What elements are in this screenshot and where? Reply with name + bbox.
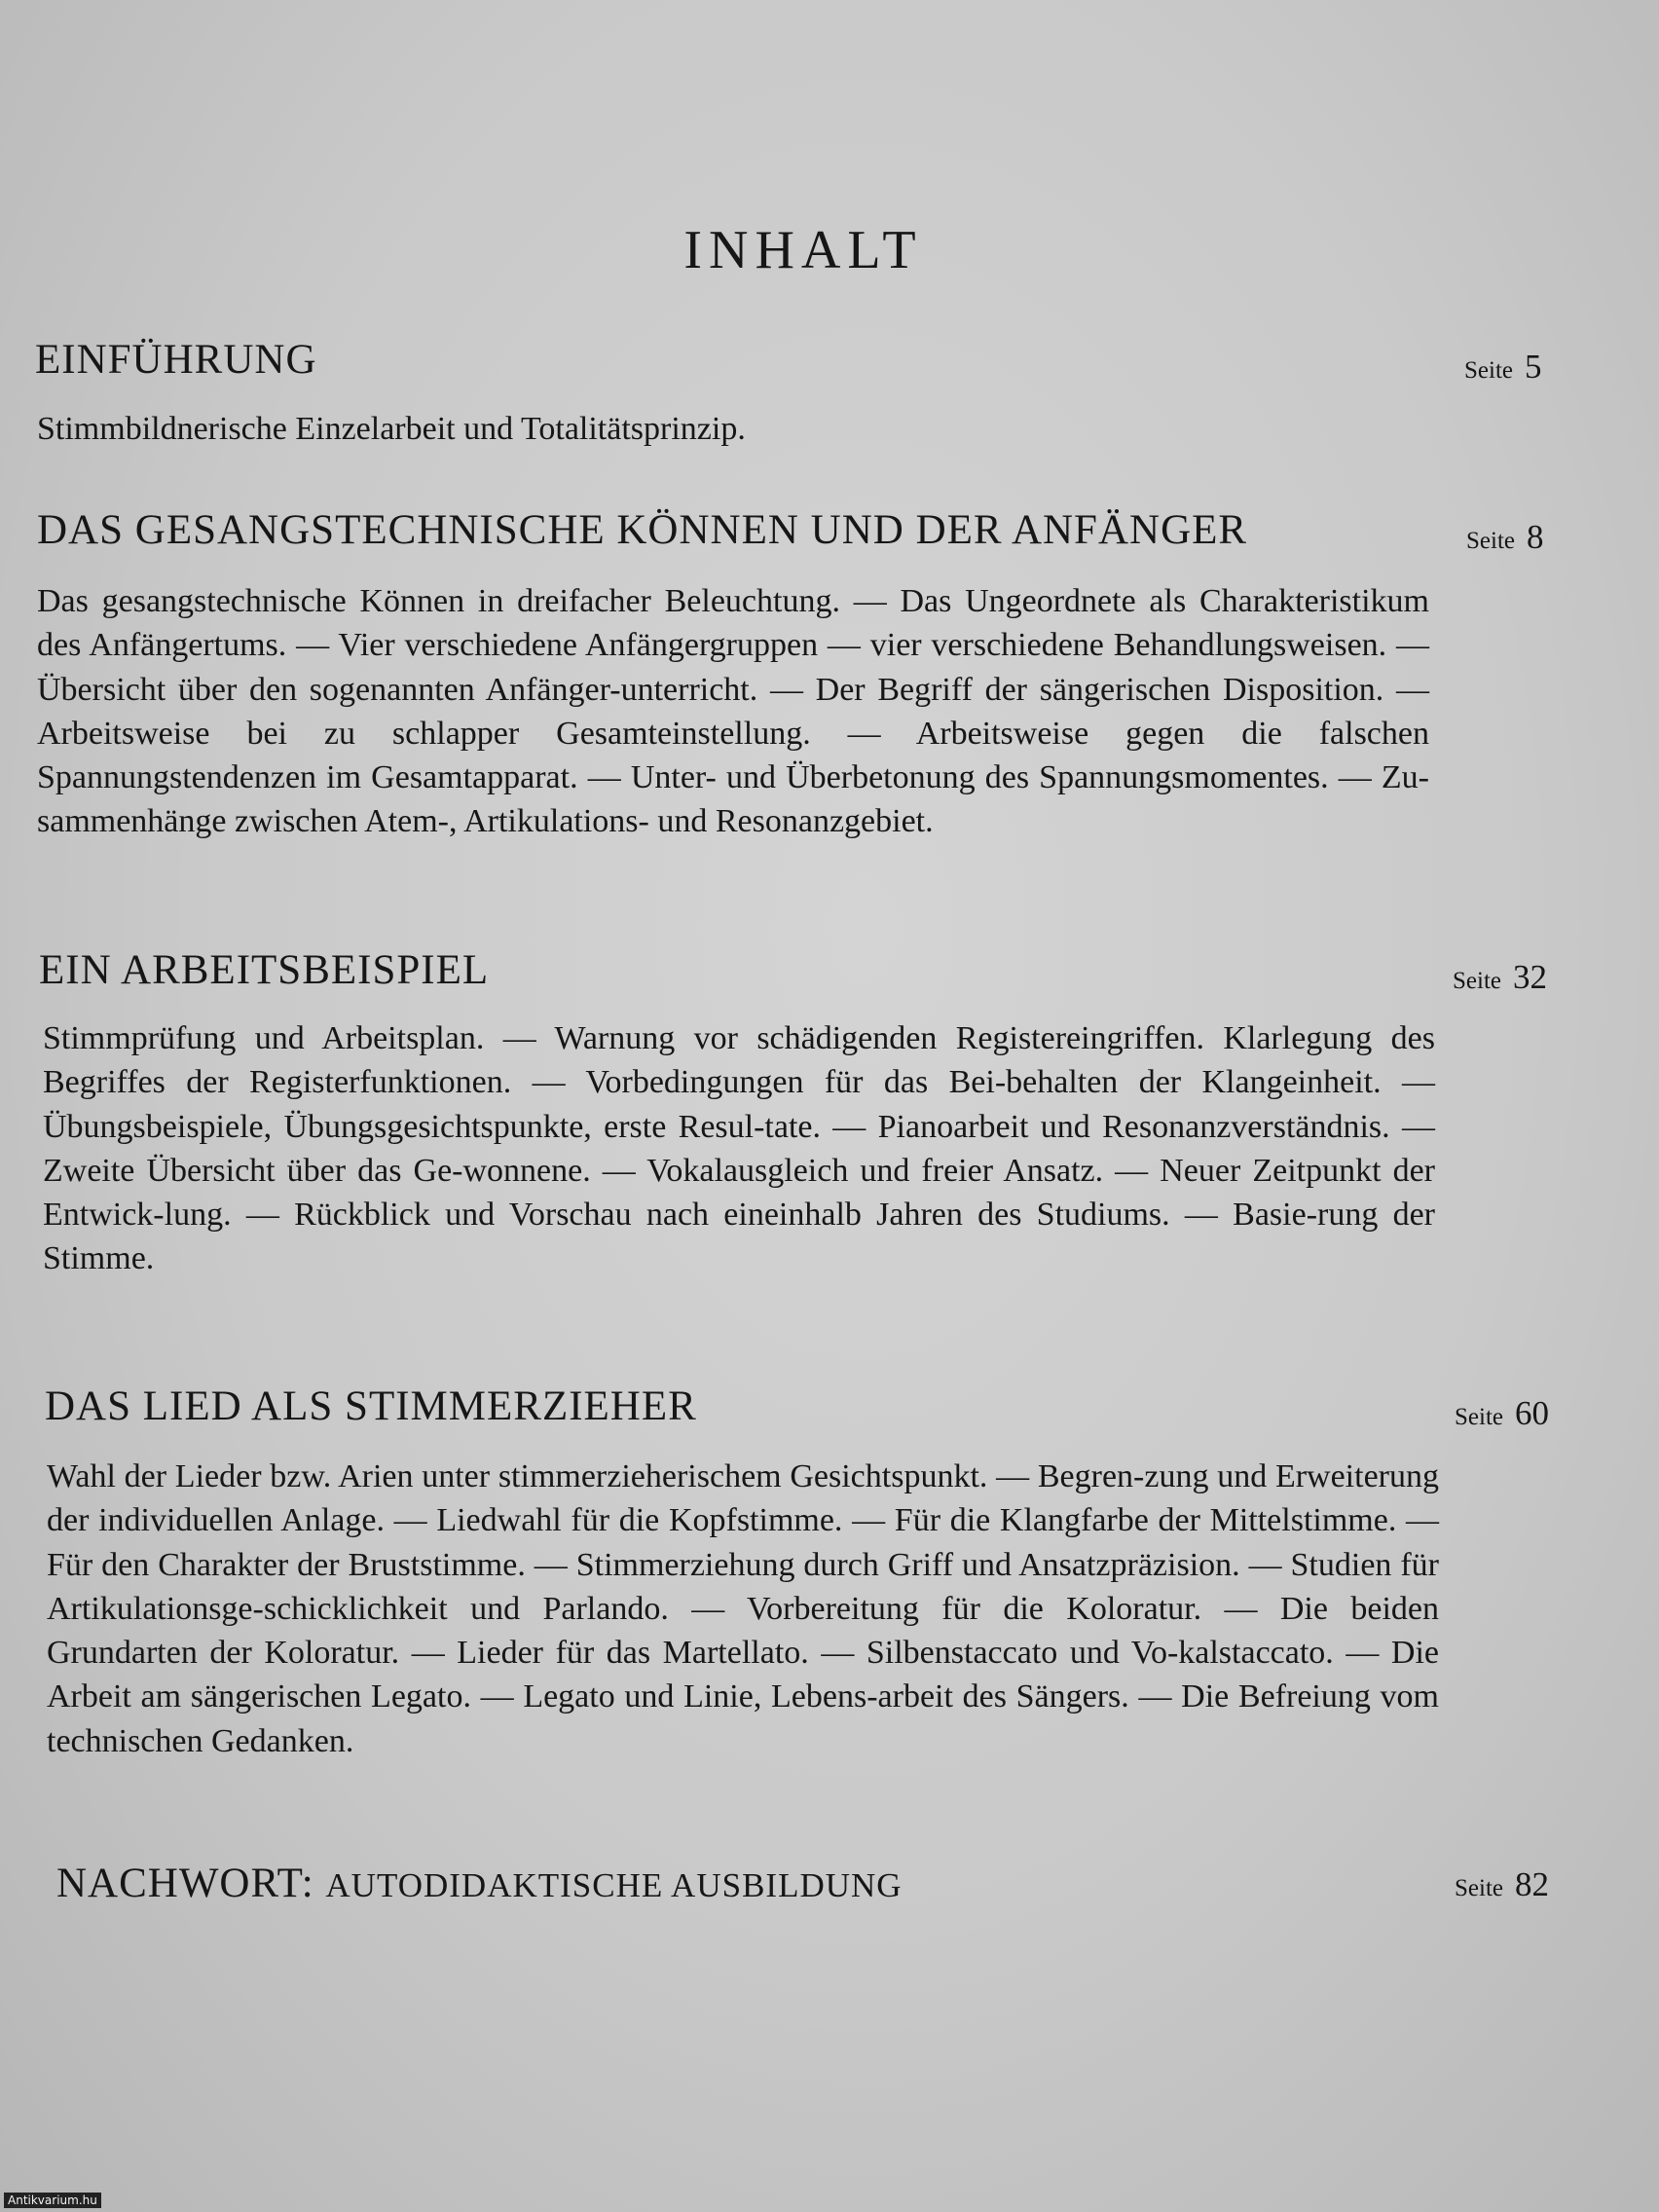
entry-heading	[56, 1860, 903, 1907]
page-number: 5	[1525, 348, 1542, 386]
entry-heading-sub: AUTODIDAKTISCHE AUSBILDUNG	[325, 1866, 903, 1904]
seite-label: Seite	[1466, 528, 1515, 554]
entry-description: Stimmprüfung und Arbeitsplan. — Warnung vor schädigenden Registereingriffen. Klarlegung des Begriffes der Registerfunktionen. — Vorbedingungen für das Bei-behalten der Klangeinheit. — Übungsbeispiele, Übungsgesichtspunkte, erste Resul-tate. — Pianoarbeit und Resonanzverständnis. — Zweite Übersicht über das Ge-wonnene. — Vokalausgleich und freier Ansatz. — Neuer Zeitpunkt der Entwick-lung. — Rückblick und Vorschau nach eineinhalb Jahren des Studiums. — Basie-rung der Stimme.	[43, 1020, 1435, 1277]
entry-page-ref	[1455, 1865, 1549, 1904]
page-number: 82	[1515, 1865, 1549, 1903]
entry-description: Wahl der Lieder bzw. Arien unter stimmerzieherischem Gesichtspunkt. — Begren-zung und Erweiterung der individuellen Anlage. — Liedwahl für die Kopfstimme. — Für die Klangfarbe der Mittelstimme. — Für den Charakter der Bruststimme. — Stimmerziehung durch Griff und Ansatzpräzision. — Studien für Artikulationsge-schicklichkeit und Parlando. — Vorbereitung für die Koloratur. — Die beiden Grundarten der Koloratur. — Lieder für das Martellato. — Silbenstaccato und Vo-kalstaccato. — Die Arbeit am sängerischen Legato. — Legato und Linie, Lebens-arbeit des Sängers. — Die Befreiung vom technischen Gedanken.	[47, 1458, 1439, 1759]
entry-page-ref	[1455, 1394, 1549, 1433]
entry-heading: DAS LIED ALS STIMMERZIEHER	[45, 1383, 697, 1429]
page-title: INHALT	[683, 220, 923, 280]
seite-label: Seite	[1453, 968, 1501, 994]
entry-heading: EIN ARBEITSBEISPIEL	[39, 947, 490, 993]
seite-label: Seite	[1464, 357, 1513, 384]
entry-page-ref	[1453, 958, 1547, 997]
entry-heading-main: NACHWORT:	[56, 1861, 314, 1906]
entry-heading: EINFÜHRUNG	[35, 337, 317, 383]
seite-label: Seite	[1455, 1875, 1503, 1901]
entry-heading: DAS GESANGSTECHNISCHE KÖNNEN UND DER ANFÄNGER	[37, 507, 1248, 553]
entry-description: Das gesangstechnische Können in dreifacher Beleuchtung. — Das Ungeordnete als Charakteristikum des Anfängertums. — Vier verschiedene Anfängergruppen — vier verschiedene Behandlungsweisen. — Übersicht über den sogenannten Anfänger-unterricht. — Der Begriff der sängerischen Disposition. — Arbeitsweise bei zu schlapper Gesamteinstellung. — Arbeitsweise gegen die falschen Spannungstendenzen im Gesamtapparat. — Unter- und Überbetonung des Spannungsmomentes. — Zu-sammenhänge zwischen Atem-, Artikulations- und Resonanzgebiet.	[37, 583, 1429, 840]
page-number: 32	[1513, 958, 1547, 996]
entry-page-ref	[1464, 348, 1542, 387]
page-number: 60	[1515, 1394, 1549, 1432]
entry-description: Stimmbildnerische Einzelarbeit und Totalitätsprinzip.	[37, 411, 746, 447]
watermark: Antikvarium.hu	[4, 2193, 101, 2208]
seite-label: Seite	[1455, 1404, 1503, 1430]
page-number: 8	[1527, 518, 1544, 556]
entry-page-ref	[1466, 518, 1544, 557]
